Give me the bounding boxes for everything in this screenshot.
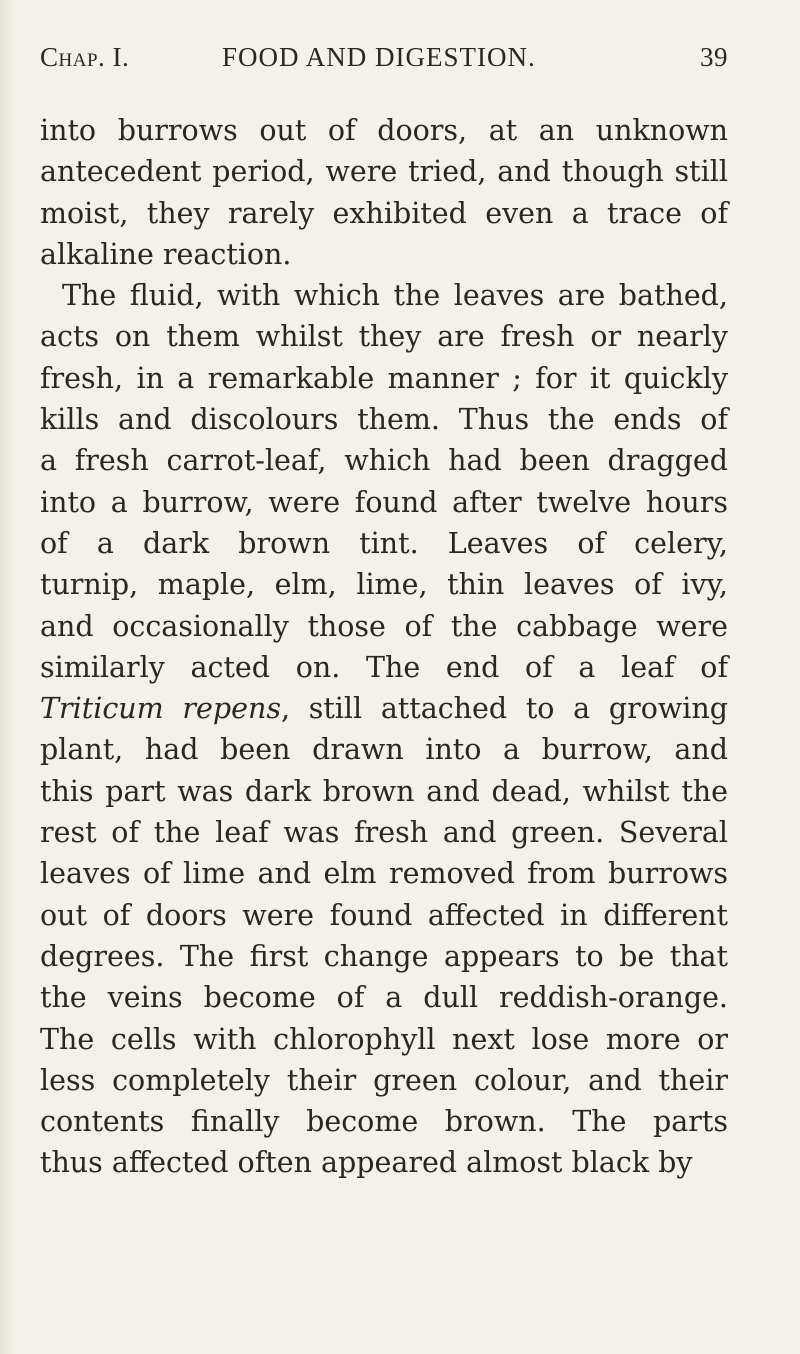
text-line: The cells with chlorophyll next lose more or	[40, 1022, 728, 1056]
page-number: 39	[700, 42, 728, 72]
text-line: of a dark brown tint. Leaves of celery,	[40, 526, 728, 560]
page-edge-shadow	[0, 0, 14, 1354]
text-line: antecedent period, were tried, and though still	[40, 155, 728, 189]
text-line: turnip, maple, elm, lime, thin leaves of ivy,	[40, 568, 728, 602]
text-line: into a burrow, were found after twelve hours	[40, 485, 728, 519]
running-title: FOOD AND DIGESTION.	[222, 42, 536, 72]
text-line: The fluid, with which the leaves are bathed,	[62, 279, 728, 313]
text-line: out of doors were found affected in different	[40, 898, 728, 932]
text-line: moist, they rarely exhibited even a trace of	[40, 196, 728, 230]
text-line: plant, had been drawn into a burrow, and	[40, 733, 728, 767]
text-line: alkaline reaction.	[40, 237, 292, 271]
text-line: less completely their green colour, and their	[40, 1063, 728, 1097]
text-line: the veins become of a dull reddish-orange.	[40, 981, 728, 1015]
species-name: Triticum repens	[40, 692, 281, 726]
text-line: fresh, in a remarkable manner ; for it quickly	[40, 361, 728, 395]
text-line: thus affected often appeared almost black by	[40, 1146, 693, 1180]
text-line: a fresh carrot-leaf, which had been dragged	[40, 444, 728, 478]
running-head	[40, 42, 728, 82]
text-line: leaves of lime and elm removed from burrows	[40, 857, 728, 891]
body-text	[40, 110, 728, 1184]
text-line: kills and discolours them. Thus the ends of	[40, 403, 728, 437]
text-line: degrees. The first change appears to be that	[40, 939, 728, 973]
text-line: acts on them whilst they are fresh or nearly	[40, 320, 728, 354]
text-line: this part was dark brown and dead, whilst the	[40, 774, 728, 808]
text-line: rest of the leaf was fresh and green. Several	[40, 816, 728, 850]
text-line: into burrows out of doors, at an unknown	[40, 114, 728, 147]
chapter-label: Chap. I.	[40, 42, 130, 72]
text-fragment: , still attached to a growing	[280, 692, 728, 726]
text-line: contents finally become brown. The parts	[40, 1105, 728, 1139]
text-line: and occasionally those of the cabbage were	[40, 609, 728, 643]
text-line	[40, 688, 728, 729]
text-line: similarly acted on. The end of a leaf of	[40, 650, 728, 684]
